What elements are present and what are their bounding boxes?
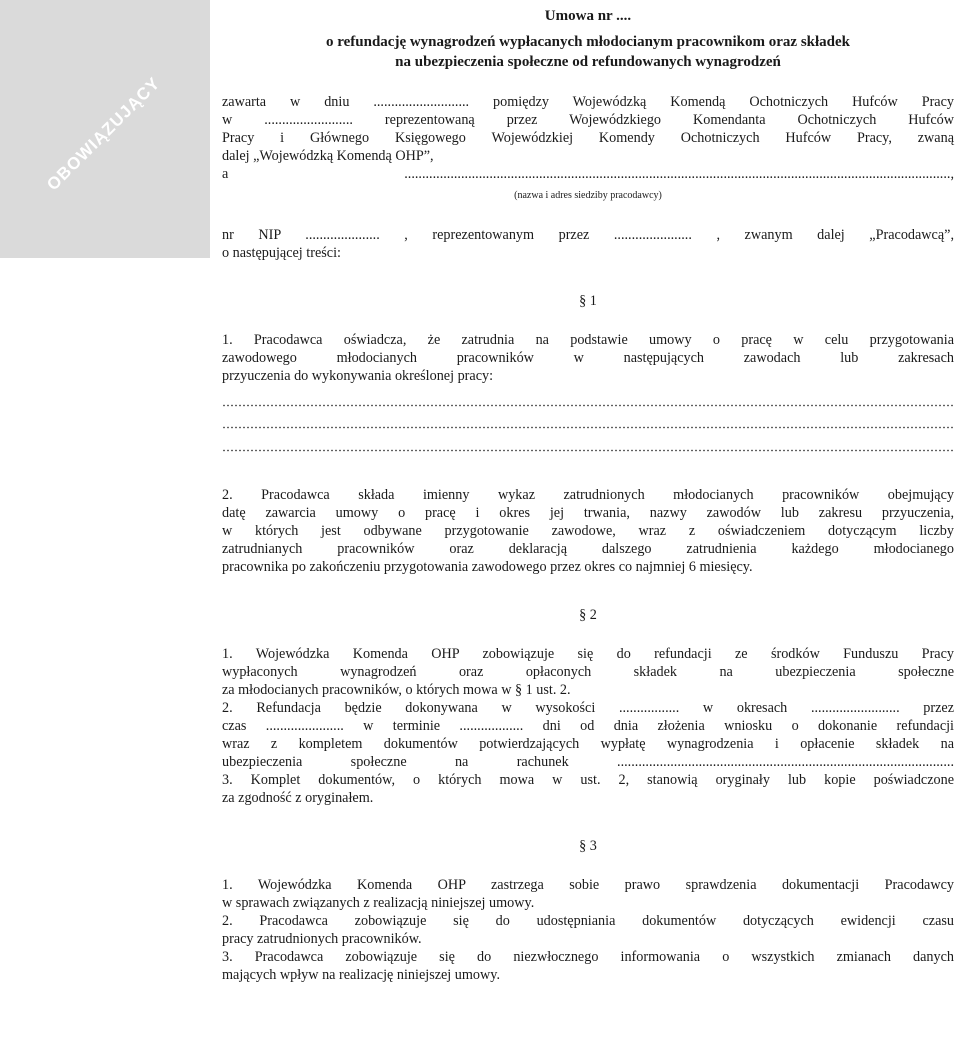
- paragraph-line: 3. Komplet dokumentów, o których mowa w ust. 2, stanowią oryginały lub kopie poświadczone: [222, 772, 954, 788]
- paragraph-line: 2. Refundacja będzie dokonywana w wysokości ................. w okresach ......................... przez: [222, 700, 954, 716]
- dotted-fill-line: [222, 426, 954, 429]
- paragraph-line: 3. Pracodawca zobowiązuje się do niezwłocznego informowania o wszystkich zmianach danych: [222, 949, 954, 965]
- paragraph-line: za młodocianych pracowników, o których mowa w § 1 ust. 2.: [222, 682, 571, 698]
- employer-field-line: a ..........................................................................................................................................................,: [222, 166, 954, 182]
- section-1-heading: § 1: [579, 293, 597, 309]
- paragraph-line: pracy zatrudnionych pracowników.: [222, 931, 422, 947]
- intro-line: Pracy i Głównego Księgowego Wojewódzkiej Komendy Ochotniczych Hufców Pracy, zwaną: [222, 130, 954, 146]
- paragraph-line: zawodowego młodocianych pracowników w następujących zawodach lub zakresach: [222, 350, 954, 366]
- intro-line: o następującej treści:: [222, 245, 341, 261]
- section-2-heading: § 2: [579, 607, 597, 623]
- paragraph-line: za zgodność z oryginałem.: [222, 790, 374, 806]
- paragraph-line: ubezpieczenia społeczne na rachunek ...............................................................................................: [222, 754, 954, 770]
- nip-line: nr NIP ..................... , reprezentowanym przez ...................... , zwanym dalej „Pracodawcą”,: [222, 227, 954, 243]
- paragraph-line: wypłaconych wynagrodzeń oraz opłaconych składek na ubezpieczenia społeczne: [222, 664, 954, 680]
- employer-field-caption: (nazwa i adres siedziby pracodawcy): [514, 190, 662, 201]
- paragraph-line: 1. Wojewódzka Komenda OHP zastrzega sobie prawo sprawdzenia dokumentacji Pracodawcy: [222, 877, 954, 893]
- dotted-fill-line: [222, 404, 954, 407]
- stamp-text: OBOWIĄZUJĄCY: [43, 73, 164, 195]
- paragraph-line: w których jest odbywane przygotowanie zawodowe, wraz z oświadczeniem dotyczącym liczby: [222, 523, 954, 539]
- paragraph-line: datę zawarcia umowy o pracę i okres jej trwania, nazwy zawodów lub zakresu przyuczenia,: [222, 505, 954, 521]
- paragraph-line: 1. Pracodawca oświadcza, że zatrudnia na podstawie umowy o pracę w celu przygotowania: [222, 332, 954, 348]
- section-3-heading: § 3: [579, 838, 597, 854]
- paragraph-line: zatrudnianych pracowników oraz deklaracją dalszego zatrudnienia każdego młodocianego: [222, 541, 954, 557]
- paragraph-line: czas ...................... w terminie .................. dni od dnia złożenia wniosku o dokonanie refundacji: [222, 718, 954, 734]
- paragraph-line: pracownika po zakończeniu przygotowania zawodowego przez okres co najmniej 6 miesięcy.: [222, 559, 753, 575]
- paragraph-line: przyuczenia do wykonywania określonej pracy:: [222, 368, 494, 384]
- intro-line: zawarta w dniu ........................... pomiędzy Wojewódzką Komendą Ochotniczych Hufców Pracy: [222, 94, 954, 110]
- document-subtitle-line1: o refundację wynagrodzeń wypłacanych młodocianym pracownikom oraz składek: [325, 34, 851, 50]
- paragraph-line: w sprawach związanych z realizacją niniejszej umowy.: [222, 895, 535, 911]
- paragraph-line: mających wpływ na realizację niniejszej umowy.: [222, 967, 500, 983]
- paragraph-line: 2. Pracodawca składa imienny wykaz zatrudnionych młodocianych pracowników obejmujący: [222, 487, 954, 503]
- intro-line: dalej „Wojewódzką Komendą OHP”,: [222, 148, 434, 164]
- obowiazujacy-stamp: [0, 0, 210, 258]
- document-subtitle-line2: na ubezpieczenia społeczne od refundowanych wynagrodzeń: [395, 54, 781, 70]
- paragraph-line: wraz z kompletem dokumentów potwierdzających wypłatę wynagrodzenia i opłacenie składek na: [222, 736, 954, 752]
- intro-line: w ......................... reprezentowaną przez Wojewódzkiego Komendanta Ochotniczych Hufców: [222, 112, 954, 128]
- dotted-fill-line: [222, 449, 954, 452]
- paragraph-line: 1. Wojewódzka Komenda OHP zobowiązuje się do refundacji ze środków Funduszu Pracy: [222, 646, 954, 662]
- document-title: Umowa nr ....: [544, 8, 632, 24]
- paragraph-line: 2. Pracodawca zobowiązuje się do udostępniania dokumentów dotyczących ewidencji czasu: [222, 913, 954, 929]
